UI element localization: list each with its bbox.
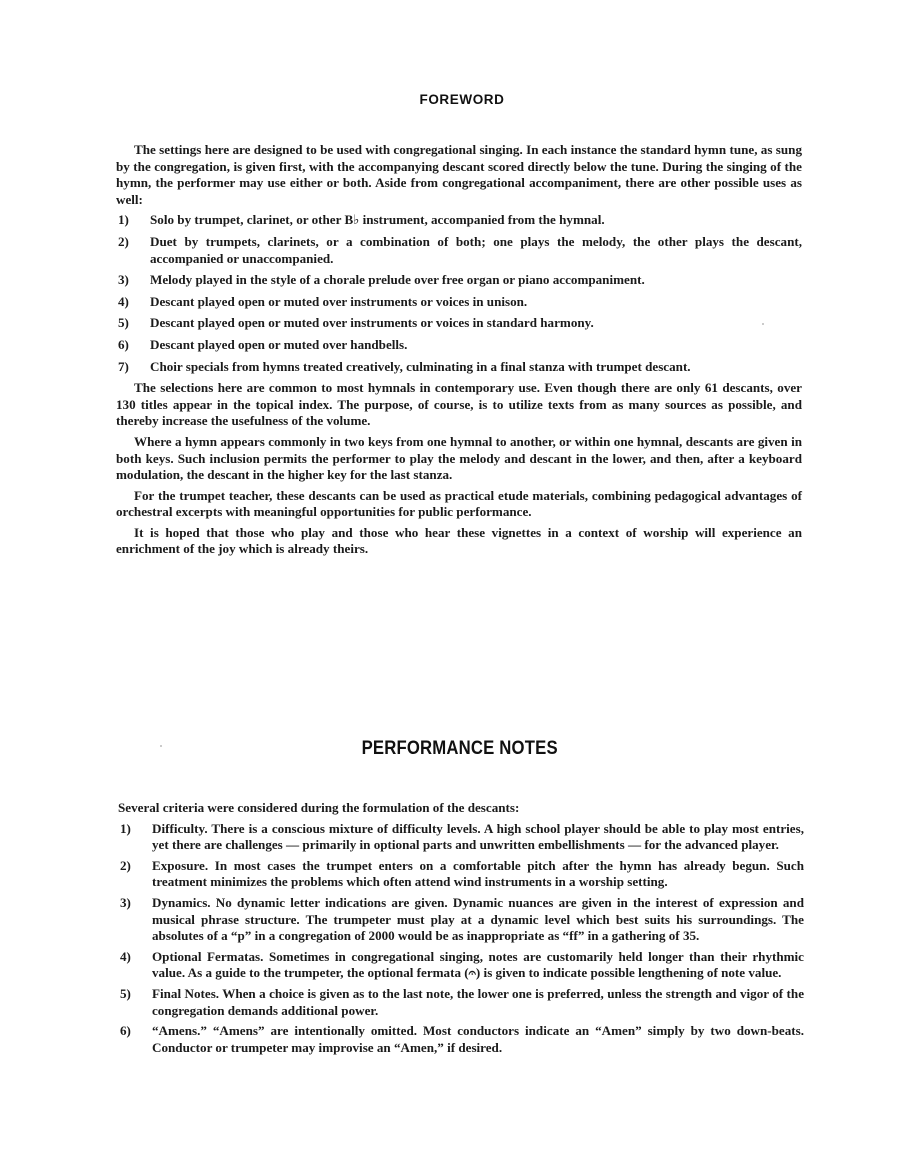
list-text: Optional Fermatas. Sometimes in congregational singing, notes are customarily held longer than their rhythmic value. As a guide to the trumpeter, the optional fermata (𝄐) is given to indicate possible lengthening of note value. — [152, 948, 804, 981]
foreword-paragraph: The selections here are common to most hymnals in contemporary use. Even though there are only 61 descants, over 130 titles appear in the topical index. The purpose, of course, is to utilize texts from as many sources as possible, and thereby increase the usefulness of the volume. — [116, 380, 802, 429]
performance-notes-title: PERFORMANCE NOTES — [361, 738, 558, 759]
list-number: 5) — [118, 315, 129, 331]
criteria-list — [118, 821, 804, 1057]
list-item — [118, 858, 804, 891]
list-number: 7) — [118, 358, 129, 374]
list-text: Final Notes. When a choice is given as to the last note, the lower one is preferred, unless the strength and vigor of the congregation demands additional power. — [152, 985, 804, 1018]
list-number: 1) — [120, 820, 131, 836]
list-item — [116, 294, 802, 311]
list-number: 2) — [118, 233, 129, 249]
list-item — [118, 895, 804, 945]
list-item — [116, 234, 802, 267]
list-item — [116, 337, 802, 354]
list-number: 5) — [120, 985, 131, 1001]
list-text: Solo by trumpet, clarinet, or other B♭ instrument, accompanied from the hymnal. — [150, 212, 605, 228]
list-number: 4) — [120, 948, 131, 964]
scan-speck — [762, 323, 764, 325]
list-number: 3) — [118, 272, 129, 288]
foreword-paragraph: It is hoped that those who play and those who hear these vignettes in a context of worship will experience an enrichment of the joy which is already theirs. — [116, 524, 802, 557]
list-item — [118, 986, 804, 1019]
list-number: 6) — [118, 336, 129, 352]
list-item — [116, 315, 802, 332]
foreword-paragraph: Where a hymn appears commonly in two keys from one hymnal to another, or within one hymnal, descants are given in both keys. Such inclusion permits the performer to play the melody and descant in the lower, and then, after a keyboard modulation, the descant in the higher key for the last stanza. — [116, 433, 802, 483]
list-number: 3) — [120, 894, 131, 910]
list-item — [118, 821, 804, 854]
list-item — [116, 272, 802, 289]
list-text: Difficulty. There is a conscious mixture of difficulty levels. A high school player should be able to play most entries, yet there are challenges — primarily in optional parts and unwritten embellishments — for the advanced player. — [152, 820, 804, 853]
list-text: Dynamics. No dynamic letter indications are given. Dynamic nuances are given in the interest of expression and musical phrase structure. The trumpeter must play at a dynamic level which best suits his surroundings. The absolutes of a “p” in a congregation of 2000 would be as inappropriate as “ff” in a gathering of 35. — [152, 894, 804, 944]
scan-speck — [160, 745, 162, 747]
list-number: 2) — [120, 857, 131, 873]
list-text: Descant played open or muted over handbells. — [150, 336, 408, 352]
list-text: Melody played in the style of a chorale prelude over free organ or piano accompaniment. — [150, 272, 645, 288]
list-number: 6) — [120, 1023, 131, 1039]
list-item — [116, 212, 802, 229]
uses-list — [116, 212, 802, 375]
list-number: 1) — [118, 212, 129, 228]
list-text: Duet by trumpets, clarinets, or a combination of both; one plays the melody, the other plays the descant, accompanied or unaccompanied. — [150, 233, 802, 266]
foreword-title: FOREWORD — [419, 92, 505, 107]
list-item — [118, 1023, 804, 1056]
list-item — [116, 359, 802, 376]
foreword-paragraph: For the trumpet teacher, these descants can be used as practical etude materials, combining pedagogical advantages of orchestral excerpts with meaningful opportunities for public performance. — [116, 487, 802, 520]
performance-notes-section — [118, 800, 804, 1060]
list-text: Exposure. In most cases the trumpet enters on a comfortable pitch after the hymn has already begun. Such treatment minimizes the problems which often attend wind instruments in a worship setting. — [152, 857, 804, 890]
list-text: Choir specials from hymns treated creatively, culminating in a final stanza with trumpet descant. — [150, 358, 691, 374]
foreword-intro: The settings here are designed to be used with congregational singing. In each instance the standard hymn tune, as sung by the congregation, is given first, with the accompanying descant scored directly below the tune. During the singing of the hymn, the performer may use either or both. Aside from congregational accompaniment, there are other possible uses as well: — [116, 142, 802, 207]
list-item — [118, 949, 804, 982]
list-text: Descant played open or muted over instruments or voices in unison. — [150, 293, 528, 309]
list-number: 4) — [118, 293, 129, 309]
list-text: Descant played open or muted over instruments or voices in standard harmony. — [150, 315, 594, 331]
foreword-section — [116, 142, 802, 562]
performance-notes-intro: Several criteria were considered during the formulation of the descants: — [118, 800, 520, 815]
list-text: “Amens.” “Amens” are intentionally omitted. Most conductors indicate an “Amen” simply by two down-beats. Conductor or trumpeter may improvise an “Amen,” if desired. — [152, 1023, 804, 1055]
